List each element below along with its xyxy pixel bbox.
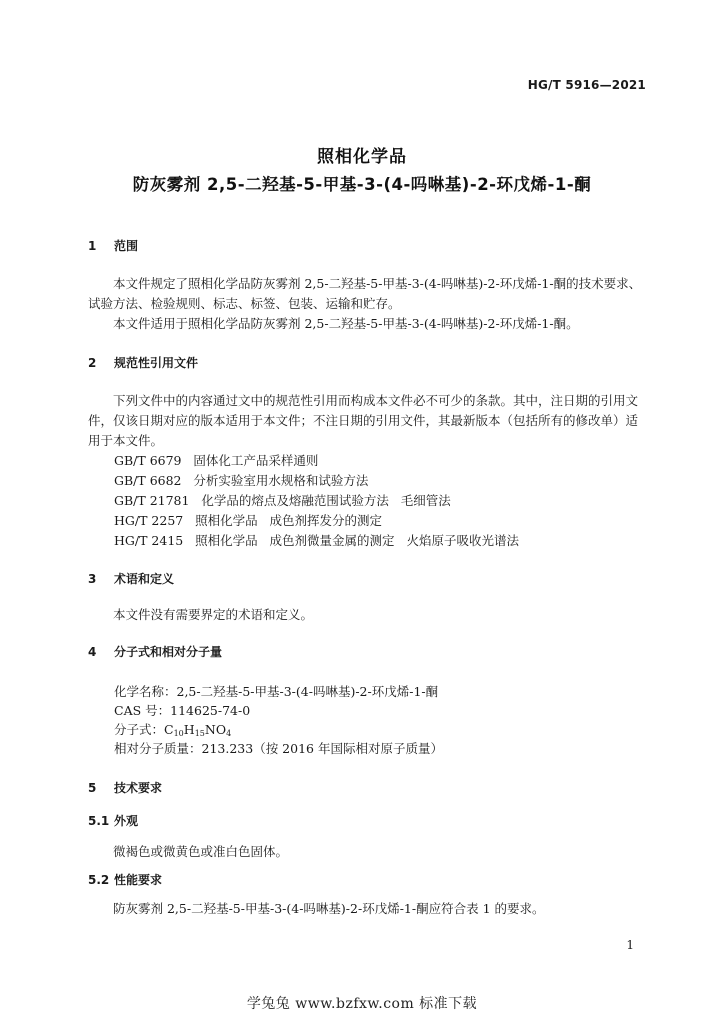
reference-item: HG/T 2257 照相化学品 成色剂挥发分的测定 (114, 513, 383, 528)
section-2-heading (88, 354, 198, 371)
section-number: 1 (88, 239, 97, 253)
section-title: 术语和定义 (114, 572, 175, 586)
section-1-para1-line1: 本文件规定了照相化学品防灰雾剂 2,5-二羟基-5-甲基-3-(4-吗啉基)-2-环戊烯-1-酮的技术要求、 (113, 276, 642, 291)
chemical-name: 化学名称：2,5-二羟基-5-甲基-3-(4-吗啉基)-2-环戊烯-1-酮 (114, 684, 439, 699)
section-number: 2 (88, 356, 97, 370)
formula-label: 分子式： (114, 722, 165, 737)
subsection-5-1-heading (88, 812, 138, 829)
page-number: 1 (626, 938, 634, 952)
section-number: 5 (88, 781, 97, 795)
reference-item: GB/T 6679 固体化工产品采样通则 (114, 453, 319, 468)
formula-subscript: 4 (226, 729, 232, 738)
section-3-heading (88, 570, 174, 587)
section-1-para1-line2: 试验方法、检验规则、标志、标签、包装、运输和贮存。 (88, 296, 401, 311)
section-2-para-line1: 下列文件中的内容通过文中的规范性引用而构成本文件必不可少的条款。其中，注日期的引用文 (113, 393, 639, 408)
section-number: 4 (88, 645, 97, 659)
molecular-mass: 相对分子质量：213.233（按 2016 年国际相对原子质量） (114, 741, 443, 756)
subsection-5-2-heading (88, 871, 162, 888)
section-4-heading (88, 643, 222, 660)
section-title: 范围 (114, 239, 139, 253)
section-2-para-line2: 件，仅该日期对应的版本适用于本文件；不注日期的引用文件，其最新版本（包括所有的修改单）适 (88, 413, 639, 428)
formula-element: H (183, 722, 195, 737)
document-title-line2: 防灰雾剂 2,5-二羟基-5-甲基-3-(4-吗啉基)-2-环戊烯-1-酮 (132, 175, 592, 194)
section-2-para-line3: 用于本文件。 (88, 433, 164, 448)
cas-number: CAS 号：114625-74-0 (114, 703, 251, 718)
formula-subscript: 15 (194, 729, 205, 738)
section-1-para2: 本文件适用于照相化学品防灰雾剂 2,5-二羟基-5-甲基-3-(4-吗啉基)-2-环戊烯-1-酮。 (113, 316, 579, 331)
subsection-5-1-para: 微褐色或微黄色或准白色固体。 (113, 844, 289, 859)
section-number: 5.1 (88, 814, 110, 828)
section-title: 技术要求 (114, 781, 163, 795)
standard-code: HG/T 5916—2021 (527, 78, 646, 92)
reference-item: GB/T 21781 化学品的熔点及熔融范围试验方法 毛细管法 (114, 493, 451, 508)
section-3-para: 本文件没有需要界定的术语和定义。 (113, 607, 314, 622)
section-title: 分子式和相对分子量 (114, 645, 223, 659)
formula-element: C (164, 722, 174, 737)
section-1-heading (88, 237, 138, 254)
subsection-5-2-para: 防灰雾剂 2,5-二羟基-5-甲基-3-(4-吗啉基)-2-环戊烯-1-酮应符合表 1 的要求。 (113, 901, 545, 916)
formula-element: NO (204, 722, 227, 737)
section-title: 规范性引用文件 (114, 356, 199, 370)
section-5-heading (88, 779, 162, 796)
section-number: 5.2 (88, 873, 110, 887)
section-title: 外观 (114, 814, 139, 828)
section-title: 性能要求 (114, 873, 163, 887)
section-number: 3 (88, 572, 97, 586)
reference-item: HG/T 2415 照相化学品 成色剂微量金属的测定 火焰原子吸收光谱法 (114, 533, 519, 548)
footer-watermark: 学兔兔 www.bzfxw.com 标准下载 (246, 996, 478, 1012)
formula-subscript: 10 (173, 729, 184, 738)
reference-item: GB/T 6682 分析实验室用水规格和试验方法 (114, 473, 369, 488)
document-title-line1: 照相化学品 (317, 147, 407, 167)
